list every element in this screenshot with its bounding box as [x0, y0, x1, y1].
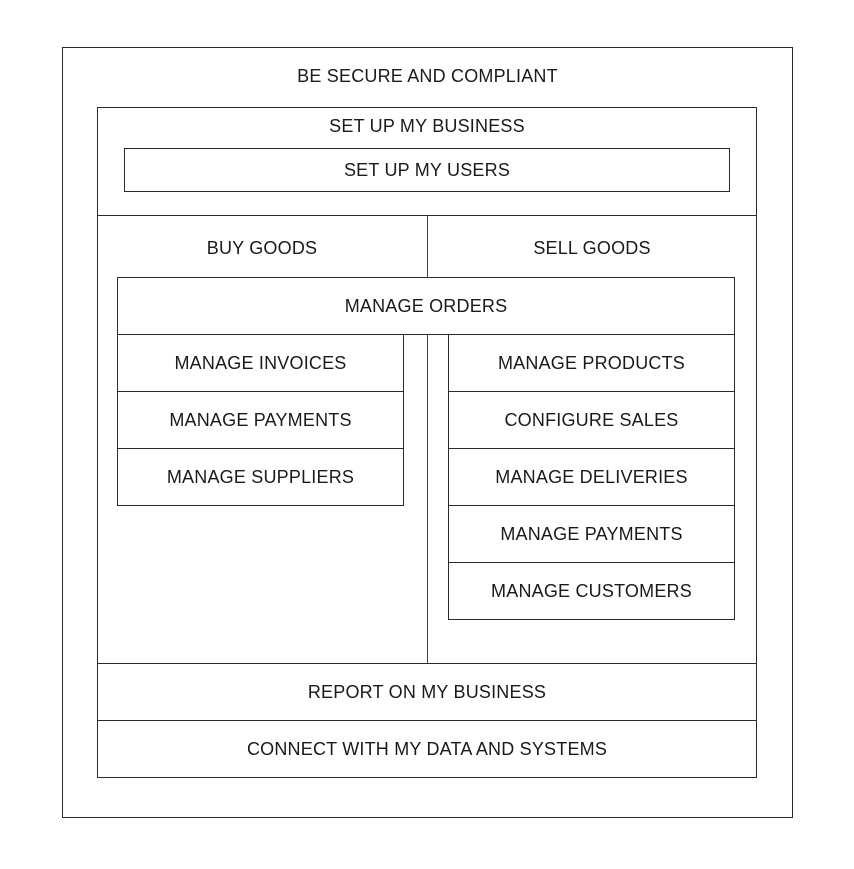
- sell-item-manage-payments: MANAGE PAYMENTS: [448, 505, 735, 563]
- sell-goods-label: SELL GOODS: [533, 238, 651, 258]
- buy-goods-label: BUY GOODS: [206, 238, 318, 258]
- buy-item-manage-payments: MANAGE PAYMENTS: [117, 391, 404, 449]
- sell-item-manage-deliveries: MANAGE DELIVERIES: [448, 448, 735, 506]
- buy-item-manage-invoices: MANAGE INVOICES: [117, 334, 404, 392]
- sell-item-configure-sales: CONFIGURE SALES: [448, 391, 735, 449]
- manage-orders-box: MANAGE ORDERS: [117, 277, 735, 335]
- connect-with-my-data-box: CONNECT WITH MY DATA AND SYSTEMS: [97, 720, 757, 778]
- sell-item-manage-products: MANAGE PRODUCTS: [448, 334, 735, 392]
- buy-item-manage-suppliers: MANAGE SUPPLIERS: [117, 448, 404, 506]
- report-on-my-business-box: REPORT ON MY BUSINESS: [97, 663, 757, 721]
- set-up-my-users-box: SET UP MY USERS: [124, 148, 730, 192]
- set-up-my-business-label: SET UP MY BUSINESS: [329, 116, 525, 136]
- be-secure-and-compliant-label: BE SECURE AND COMPLIANT: [297, 66, 558, 86]
- sell-item-manage-customers: MANAGE CUSTOMERS: [448, 562, 735, 620]
